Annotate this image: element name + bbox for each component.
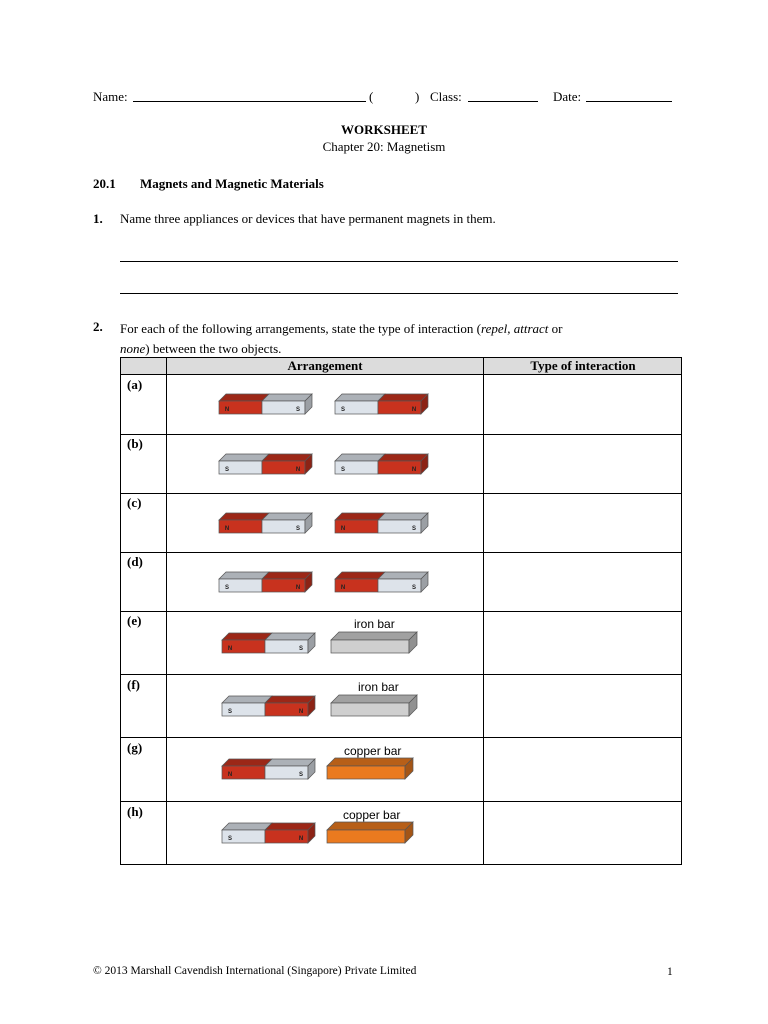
magnet-left-f [222,696,315,716]
row-label-c: (c) [127,495,142,510]
arrangement-drawings [120,357,482,865]
magnet-left-c-left-pole-letter: N [224,526,230,532]
class-label: Class: [430,89,462,104]
magnet-left-c-right-pole-letter: S [295,526,301,532]
copper-bar-h-body-top [327,822,413,830]
magnet-right-c-left-pole-top [335,513,385,520]
q2-none: none [120,341,146,356]
magnet-left-h-left-pole-top [222,823,272,830]
iron-bar-e [331,632,417,653]
magnet-right-a [335,394,428,414]
magnet-right-b-right-pole-top [378,454,428,461]
answer-cell-g[interactable] [484,738,681,801]
magnet-right-d-left-pole-top [335,572,385,579]
magnet-left-e-right-pole-top [265,633,315,640]
magnet-left-h-right-pole-top [265,823,315,830]
magnet-right-c-right-pole-top [378,513,428,520]
magnet-right-b-left-pole-top [335,454,385,461]
header-interaction: Type of interaction [530,358,636,373]
row-label-a: (a) [127,377,143,392]
magnet-left-a-left-pole-top [219,394,269,401]
q2-text-after: ) between the two objects. [145,341,282,356]
name-label: Name: [93,89,128,104]
magnet-left-f-right-pole-letter: N [298,709,304,715]
answer-cell-c[interactable] [484,494,681,552]
magnet-left-a-right-pole-letter: S [295,407,301,413]
q1-text: Name three appliances or devices that have permanent magnets in them. [120,211,496,226]
name-blank[interactable] [133,101,366,102]
magnet-left-d-left-pole-letter: S [224,585,230,591]
magnet-left-b-left-pole-letter: S [224,467,230,473]
footer-copyright: © 2013 Marshall Cavendish International (Singapore) Private Limited [93,965,417,977]
object-label-e: iron bar [354,617,395,631]
iron-bar-f-body-top [331,695,417,703]
iron-bar-e-body-top [331,632,417,640]
magnet-left-e-left-pole-letter: N [227,646,233,652]
q2-text-before: For each of the following arrangements, state the type of interaction ( [120,321,481,336]
magnet-left-g-left-pole-top [222,759,272,766]
magnet-right-a-right-pole-letter: N [411,407,417,413]
magnet-left-g-right-pole-letter: S [298,772,304,778]
iron-bar-f-body-front [331,703,409,716]
row-label-e: (e) [127,613,142,628]
magnet-left-e-left-pole-top [222,633,272,640]
magnet-left-d-right-pole-letter: N [295,585,301,591]
q2-or: or [548,321,563,336]
iron-bar-f [331,695,417,716]
index-paren-close: ) [415,89,420,104]
page-number: 1 [667,966,673,978]
magnet-right-a-right-pole-top [378,394,428,401]
class-blank[interactable] [468,101,538,102]
copper-bar-g [327,758,413,779]
magnet-left-b [219,454,312,474]
iron-bar-e-body-front [331,640,409,653]
copper-bar-h [327,822,413,843]
object-label-h: copper bar [343,808,401,822]
magnet-left-b-right-pole-letter: N [295,467,301,473]
index-paren-open: ( [369,89,374,104]
row-label-g: (g) [127,740,143,755]
magnet-left-a [219,394,312,414]
magnet-right-a-left-pole-top [335,394,385,401]
answer-cell-f[interactable] [484,675,681,737]
magnet-left-b-left-pole-top [219,454,269,461]
magnet-left-f-left-pole-top [222,696,272,703]
magnet-left-c [219,513,312,533]
object-label-g: copper bar [344,744,402,758]
row-label-f: (f) [127,677,140,692]
magnet-right-b-left-pole-letter: S [340,467,346,473]
q2-repel: repel [481,321,508,336]
magnet-right-d [335,572,428,592]
magnet-right-d-right-pole-letter: S [411,585,417,591]
answer-cell-e[interactable] [484,612,681,674]
answer-cell-d[interactable] [484,553,681,611]
row-label-b: (b) [127,436,143,451]
q1-number: 1. [93,211,103,226]
magnet-left-b-right-pole-top [262,454,312,461]
magnet-left-a-right-pole-top [262,394,312,401]
magnet-right-b-right-pole-letter: N [411,467,417,473]
answer-cell-h[interactable] [484,802,681,864]
magnet-left-d-right-pole-top [262,572,312,579]
magnet-left-h-right-pole-letter: N [298,836,304,842]
magnet-left-d [219,572,312,592]
magnet-left-c-left-pole-top [219,513,269,520]
answer-cell-b[interactable] [484,435,681,493]
object-label-f: iron bar [358,680,399,694]
magnet-left-f-right-pole-top [265,696,315,703]
worksheet-title: WORKSHEET [341,122,427,137]
magnet-left-c-right-pole-top [262,513,312,520]
answer-cell-a[interactable] [484,375,681,434]
magnet-left-e-right-pole-letter: S [298,646,304,652]
q1-answer-line-1[interactable] [120,261,678,262]
magnet-right-d-right-pole-top [378,572,428,579]
magnet-right-c [335,513,428,533]
q2-comma: , [507,321,514,336]
magnet-left-e [222,633,315,653]
row-label-h: (h) [127,804,143,819]
magnet-left-g-right-pole-top [265,759,315,766]
magnet-left-f-left-pole-letter: S [227,709,233,715]
row-label-d: (d) [127,554,143,569]
q1-answer-line-2[interactable] [120,293,678,294]
magnet-right-a-left-pole-letter: S [340,407,346,413]
magnet-right-c-right-pole-letter: S [411,526,417,532]
date-blank[interactable] [586,101,672,102]
magnet-left-a-left-pole-letter: N [224,407,230,413]
copper-bar-g-body-top [327,758,413,766]
date-label: Date: [553,89,582,104]
magnet-left-g [222,759,315,779]
magnet-right-d-left-pole-letter: N [340,585,346,591]
chapter-subtitle: Chapter 20: Magnetism [322,139,446,154]
magnet-right-c-left-pole-letter: N [340,526,346,532]
section-title: Magnets and Magnetic Materials [140,176,324,191]
copper-bar-h-body-front [327,830,405,843]
magnet-left-h [222,823,315,843]
q2-text [120,319,680,359]
section-number: 20.1 [93,176,116,191]
header-arrangement: Arrangement [287,358,363,373]
magnet-left-g-left-pole-letter: N [227,772,233,778]
copper-bar-g-body-front [327,766,405,779]
interaction-table [120,357,682,865]
q2-number: 2. [93,319,103,334]
magnet-left-d-left-pole-top [219,572,269,579]
magnet-right-b [335,454,428,474]
q2-attract: attract [513,321,549,336]
magnet-left-h-left-pole-letter: S [227,836,233,842]
